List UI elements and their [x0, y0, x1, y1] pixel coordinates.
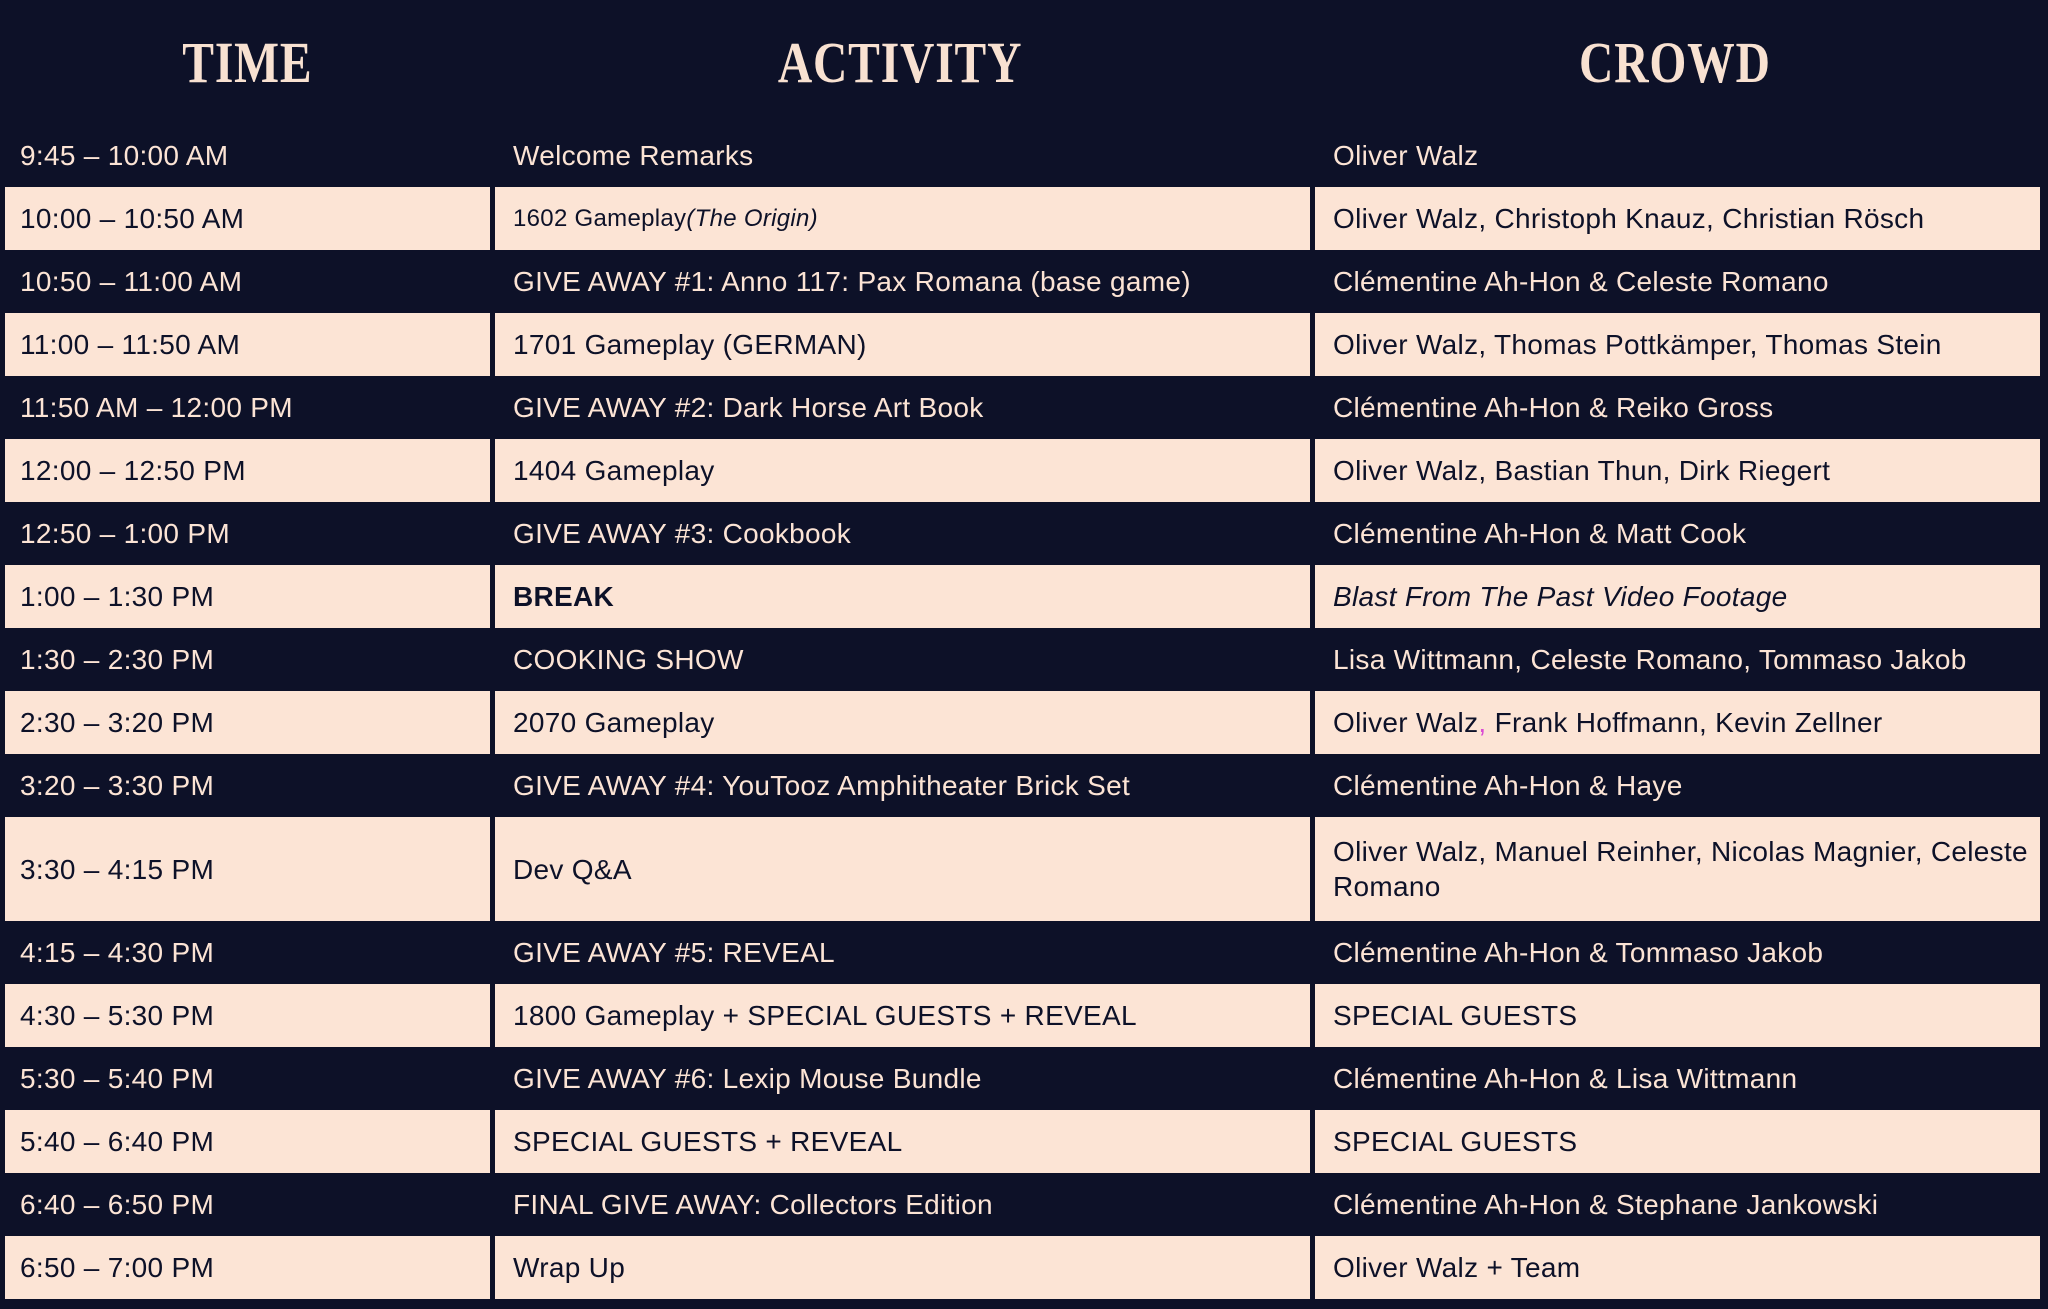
table-row [5, 439, 2040, 502]
table-row [5, 754, 2040, 817]
time-cell [5, 250, 490, 313]
activity-cell [490, 628, 1310, 691]
activity-cell [490, 313, 1310, 376]
crowd-names [1333, 264, 1829, 299]
time-cell [5, 502, 490, 565]
time-range: 1:00 – 1:30 PM [20, 581, 215, 612]
text-segment: 1800 Gameplay + SPECIAL GUESTS + REVEAL [513, 1000, 1137, 1031]
crowd-cell [1310, 1173, 2040, 1236]
crowd-cell [1310, 313, 2040, 376]
accent-text: , [1478, 707, 1487, 738]
crowd-names [1333, 1250, 1580, 1285]
time-range: 5:40 – 6:40 PM [20, 1126, 215, 1157]
crowd-names [1333, 935, 1823, 970]
text-segment: Oliver Walz, Christoph Knauz, Christian Rösch [1333, 203, 1925, 234]
table-header-row [5, 0, 2040, 124]
time-range: 6:50 – 7:00 PM [20, 1252, 215, 1283]
time-range: 12:50 – 1:00 PM [20, 518, 230, 549]
crowd-cell [1310, 817, 2040, 921]
time-range: 3:20 – 3:30 PM [20, 770, 215, 801]
time-cell [5, 124, 490, 187]
crowd-cell [1310, 124, 2040, 187]
text-segment: GIVE AWAY #4: YouTooz Amphitheater Brick Set [513, 770, 1131, 801]
crowd-names [1333, 642, 1967, 677]
time-cell [5, 754, 490, 817]
crowd-cell [1310, 754, 2040, 817]
crowd-names [1333, 579, 1788, 614]
activity-cell [490, 1110, 1310, 1173]
time-cell [5, 313, 490, 376]
text-segment: Frank Hoffmann, Kevin Zellner [1486, 707, 1883, 738]
activity-cell [490, 124, 1310, 187]
crowd-cell [1310, 502, 2040, 565]
activity-cell [490, 754, 1310, 817]
crowd-cell [1310, 628, 2040, 691]
time-range: 10:00 – 10:50 AM [20, 203, 245, 234]
text-segment: Clémentine Ah-Hon & Haye [1333, 770, 1683, 801]
table-row [5, 1173, 2040, 1236]
table-row [5, 376, 2040, 439]
text-segment: GIVE AWAY #6: Lexip Mouse Bundle [513, 1063, 982, 1094]
table-row [5, 984, 2040, 1047]
time-cell [5, 984, 490, 1047]
table-row [5, 565, 2040, 628]
time-cell [5, 187, 490, 250]
time-cell [5, 1236, 490, 1299]
text-segment: Clémentine Ah-Hon & Matt Cook [1333, 518, 1747, 549]
table-row [5, 1236, 2040, 1299]
text-segment: Clémentine Ah-Hon & Celeste Romano [1333, 266, 1829, 297]
time-range: 12:00 – 12:50 PM [20, 455, 246, 486]
time-range: 2:30 – 3:20 PM [20, 707, 215, 738]
time-cell [5, 439, 490, 502]
time-cell [5, 921, 490, 984]
table-row [5, 187, 2040, 250]
column-header-time: TIME [182, 29, 313, 95]
time-range: 3:30 – 4:15 PM [20, 853, 215, 885]
crowd-names [1333, 390, 1773, 425]
time-cell [5, 1110, 490, 1173]
time-cell [5, 565, 490, 628]
time-cell [5, 376, 490, 439]
table-row [5, 691, 2040, 754]
crowd-names [1333, 1124, 1577, 1159]
crowd-cell [1310, 439, 2040, 502]
time-cell [5, 628, 490, 691]
time-cell [5, 817, 490, 921]
text-segment: GIVE AWAY #1: Anno 117: Pax Romana (base game) [513, 266, 1191, 297]
time-cell [5, 691, 490, 754]
time-range: 11:00 – 11:50 AM [20, 329, 241, 360]
time-range: 4:30 – 5:30 PM [20, 1000, 215, 1031]
table-row [5, 1047, 2040, 1110]
table-row [5, 628, 2040, 691]
crowd-names [1333, 201, 1924, 236]
crowd-cell [1310, 984, 2040, 1047]
text-segment: BREAK [513, 581, 615, 612]
activity-cell [490, 1173, 1310, 1236]
table-row [5, 313, 2040, 376]
text-segment: Clémentine Ah-Hon & Tommaso Jakob [1333, 937, 1824, 968]
text-segment: Oliver Walz [1333, 140, 1479, 171]
text-segment: GIVE AWAY #2: Dark Horse Art Book [513, 392, 984, 423]
text-segment: Wrap Up [513, 1252, 626, 1283]
crowd-names [1333, 998, 1577, 1033]
text-segment: SPECIAL GUESTS [1333, 1000, 1578, 1031]
text-segment: Blast From The Past Video Footage [1333, 581, 1788, 612]
table-row [5, 1110, 2040, 1173]
crowd-cell [1310, 921, 2040, 984]
crowd-names [1333, 768, 1683, 803]
text-segment: Dev Q&A [513, 853, 632, 885]
time-range: 1:30 – 2:30 PM [20, 644, 215, 675]
activity-cell [490, 817, 1310, 921]
text-segment: (The Origin) [686, 204, 818, 232]
text-segment: GIVE AWAY #3: Cookbook [513, 518, 852, 549]
crowd-cell [1310, 376, 2040, 439]
crowd-cell [1310, 565, 2040, 628]
activity-cell [490, 1047, 1310, 1110]
activity-cell [490, 984, 1310, 1047]
time-range: 4:15 – 4:30 PM [20, 937, 215, 968]
text-segment: 1701 Gameplay (GERMAN) [513, 329, 867, 360]
time-range: 10:50 – 11:00 AM [20, 266, 243, 297]
table-row [5, 921, 2040, 984]
text-segment: Oliver Walz, Thomas Pottkämper, Thomas Stein [1333, 329, 1942, 360]
text-segment: Oliver Walz, Bastian Thun, Dirk Riegert [1333, 455, 1831, 486]
crowd-names [1333, 834, 2030, 904]
text-segment: 2070 Gameplay [513, 707, 715, 738]
crowd-names [1333, 705, 1882, 740]
time-range: 5:30 – 5:40 PM [20, 1063, 215, 1094]
crowd-names [1333, 327, 1942, 362]
crowd-cell [1310, 250, 2040, 313]
crowd-names [1333, 516, 1746, 551]
activity-cell [490, 250, 1310, 313]
crowd-cell [1310, 691, 2040, 754]
activity-cell [490, 502, 1310, 565]
column-header-crowd: CROWD [1579, 29, 1771, 95]
time-range: 6:40 – 6:50 PM [20, 1189, 215, 1220]
table-row [5, 124, 2040, 187]
crowd-cell [1310, 1236, 2040, 1299]
text-segment: FINAL GIVE AWAY: Collectors Edition [513, 1189, 993, 1220]
text-segment: Oliver Walz, Manuel Reinher, Nicolas Magnier, Celeste Romano [1333, 836, 2028, 902]
table-row [5, 250, 2040, 313]
text-segment: 1602 Gameplay [513, 204, 687, 232]
text-segment: COOKING SHOW [513, 644, 744, 675]
text-segment: Welcome Remarks [513, 140, 754, 171]
time-cell [5, 1047, 490, 1110]
table-body [5, 124, 2040, 1299]
crowd-names [1333, 138, 1478, 173]
text-segment: Clémentine Ah-Hon & Reiko Gross [1333, 392, 1774, 423]
activity-cell [490, 376, 1310, 439]
text-segment: Clémentine Ah-Hon & Lisa Wittmann [1333, 1063, 1798, 1094]
table-row [5, 817, 2040, 921]
activity-cell [490, 439, 1310, 502]
text-segment: Oliver Walz [1333, 707, 1479, 738]
activity-cell [490, 921, 1310, 984]
time-range: 9:45 – 10:00 AM [20, 140, 229, 171]
crowd-names [1333, 1061, 1797, 1096]
time-range: 11:50 AM – 12:00 PM [20, 392, 293, 423]
activity-cell [490, 1236, 1310, 1299]
crowd-cell [1310, 1047, 2040, 1110]
crowd-names [1333, 453, 1830, 488]
text-segment: GIVE AWAY #5: REVEAL [513, 937, 835, 968]
text-segment: Lisa Wittmann, Celeste Romano, Tommaso Jakob [1333, 644, 1967, 675]
text-segment: Clémentine Ah-Hon & Stephane Jankowski [1333, 1189, 1879, 1220]
column-header-activity: ACTIVITY [777, 29, 1023, 95]
text-segment: SPECIAL GUESTS [1333, 1126, 1578, 1157]
table-row [5, 502, 2040, 565]
time-cell [5, 1173, 490, 1236]
crowd-cell [1310, 1110, 2040, 1173]
text-segment: Oliver Walz + Team [1333, 1252, 1581, 1283]
activity-cell [490, 187, 1310, 250]
activity-cell [490, 691, 1310, 754]
crowd-cell [1310, 187, 2040, 250]
text-segment: SPECIAL GUESTS + REVEAL [513, 1126, 903, 1157]
activity-cell [490, 565, 1310, 628]
crowd-names [1333, 1187, 1878, 1222]
text-segment: 1404 Gameplay [513, 455, 715, 486]
